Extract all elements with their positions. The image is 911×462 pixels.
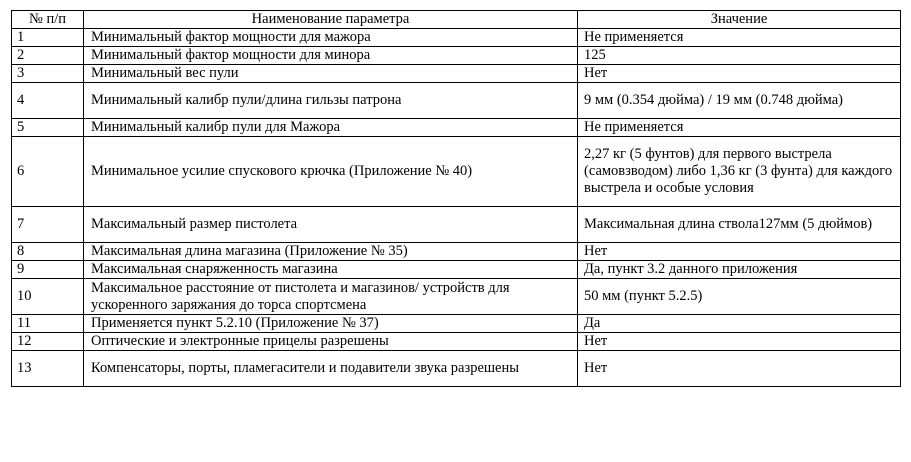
row-parameter-name: Компенсаторы, порты, пламегасители и подавители звука разрешены bbox=[84, 351, 578, 387]
row-value: Максимальная длина ствола127мм (5 дюймов) bbox=[578, 207, 901, 243]
table-row bbox=[12, 47, 901, 65]
row-value: 50 мм (пункт 5.2.5) bbox=[578, 279, 901, 315]
row-parameter-name: Минимальный калибр пули для Мажора bbox=[84, 119, 578, 137]
row-parameter-name: Максимальное расстояние от пистолета и магазинов/ устройств для ускоренного заряжания до торса спортсмена bbox=[84, 279, 578, 315]
table-row bbox=[12, 83, 901, 119]
row-number: 8 bbox=[12, 243, 84, 261]
table-row bbox=[12, 207, 901, 243]
table-row bbox=[12, 333, 901, 351]
table-row bbox=[12, 243, 901, 261]
row-number: 2 bbox=[12, 47, 84, 65]
row-parameter-name: Максимальная снаряженность магазина bbox=[84, 261, 578, 279]
table-row bbox=[12, 261, 901, 279]
row-parameter-name: Минимальный калибр пули/длина гильзы патрона bbox=[84, 83, 578, 119]
row-parameter-name: Применяется пункт 5.2.10 (Приложение № 37) bbox=[84, 315, 578, 333]
row-number: 7 bbox=[12, 207, 84, 243]
header-value: Значение bbox=[578, 11, 901, 29]
table-row bbox=[12, 137, 901, 207]
table-row bbox=[12, 315, 901, 333]
row-parameter-name: Минимальный фактор мощности для минора bbox=[84, 47, 578, 65]
row-number: 12 bbox=[12, 333, 84, 351]
row-value: Да bbox=[578, 315, 901, 333]
row-number: 11 bbox=[12, 315, 84, 333]
row-value: Нет bbox=[578, 333, 901, 351]
row-number: 10 bbox=[12, 279, 84, 315]
table-row bbox=[12, 119, 901, 137]
row-parameter-name: Оптические и электронные прицелы разрешены bbox=[84, 333, 578, 351]
row-value: Да, пункт 3.2 данного приложения bbox=[578, 261, 901, 279]
table-row bbox=[12, 29, 901, 47]
row-number: 4 bbox=[12, 83, 84, 119]
row-number: 13 bbox=[12, 351, 84, 387]
row-parameter-name: Минимальный фактор мощности для мажора bbox=[84, 29, 578, 47]
row-number: 1 bbox=[12, 29, 84, 47]
header-number: № п/п bbox=[12, 11, 84, 29]
row-value: 2,27 кг (5 фунтов) для первого выстрела (самовзводом) либо 1,36 кг (3 фунта) для каждого выстрела и особые условия bbox=[578, 137, 901, 207]
table-row bbox=[12, 279, 901, 315]
row-parameter-name: Минимальный вес пули bbox=[84, 65, 578, 83]
row-number: 3 bbox=[12, 65, 84, 83]
table-header-row bbox=[12, 11, 901, 29]
row-value: Нет bbox=[578, 243, 901, 261]
row-number: 6 bbox=[12, 137, 84, 207]
row-number: 9 bbox=[12, 261, 84, 279]
header-parameter-name: Наименование параметра bbox=[84, 11, 578, 29]
row-value: Не применяется bbox=[578, 119, 901, 137]
row-value: Нет bbox=[578, 65, 901, 83]
row-parameter-name: Максимальный размер пистолета bbox=[84, 207, 578, 243]
table-row bbox=[12, 351, 901, 387]
row-parameter-name: Максимальная длина магазина (Приложение № 35) bbox=[84, 243, 578, 261]
row-number: 5 bbox=[12, 119, 84, 137]
row-value: 125 bbox=[578, 47, 901, 65]
parameters-table bbox=[11, 10, 901, 387]
table-row bbox=[12, 65, 901, 83]
row-value: Нет bbox=[578, 351, 901, 387]
row-parameter-name: Минимальное усилие спускового крючка (Приложение № 40) bbox=[84, 137, 578, 207]
row-value: Не применяется bbox=[578, 29, 901, 47]
row-value: 9 мм (0.354 дюйма) / 19 мм (0.748 дюйма) bbox=[578, 83, 901, 119]
